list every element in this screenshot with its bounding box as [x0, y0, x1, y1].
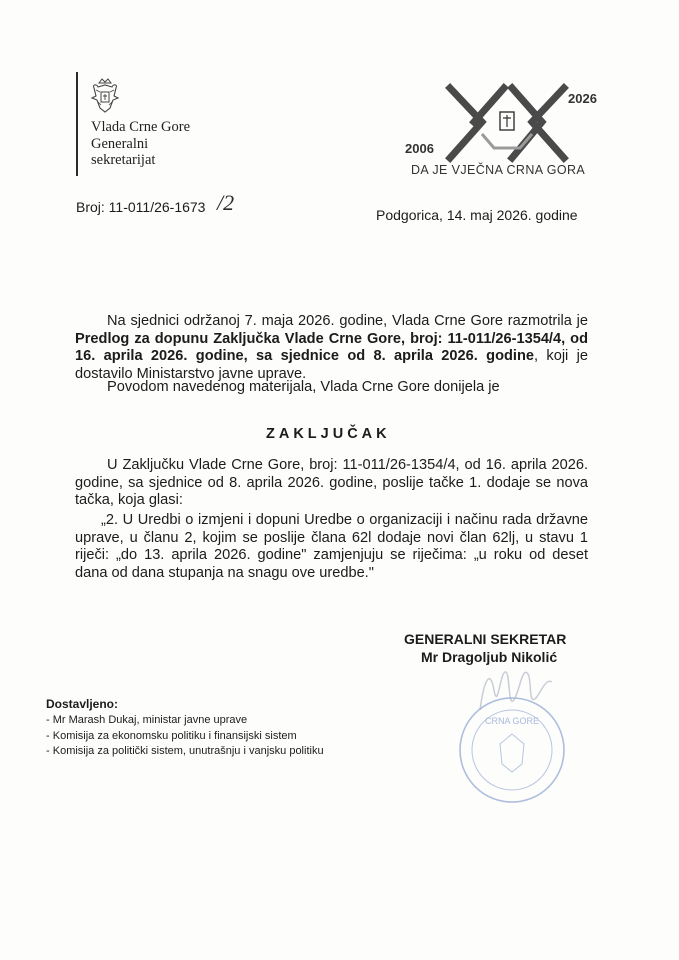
list-item: - Komisija za ekonomsku politiku i finansijski sistem [46, 729, 324, 745]
coat-of-arms-icon [90, 78, 120, 114]
stamp-text: CRNA GORE [484, 716, 540, 726]
jubilee-xx-logo-icon [442, 82, 572, 164]
paragraph-intro [75, 313, 588, 383]
jubilee-year-end: 2026 [568, 91, 597, 106]
institution-name [91, 119, 190, 169]
paragraph-new-point: „2. U Uredbi o izmjeni i dopuni Uredbe o organizaciji i načinu rada državne uprave, u članu 2, kojim se poslije člana 62l dodaje novi član 62lj, u stavu 1 riječi: „do 13. aprila 2026. godine" zamjenjuju se riječima: „u roku od deset dana od dana stupanja na snagu ove uredbe." [75, 512, 588, 581]
list-item: - Mr Marash Dukaj, ministar javne uprave [46, 713, 324, 729]
signatory-name: Mr Dragoljub Nikolić [421, 649, 558, 665]
paragraph-adoption: Povodom navedenog materijala, Vlada Crne Gore donijela je [107, 379, 500, 395]
paragraph-amendment: U Zaključku Vlade Crne Gore, broj: 11-011/26-1354/4, od 16. aprila 2026. godine, sa sjednice od 8. aprila 2026. godine, poslije tačke 1. dodaje se nova tačka, koja glasi: [75, 457, 588, 509]
document-heading: ZAKLJUČAK [266, 426, 391, 442]
header-divider-line [76, 72, 78, 176]
institution-line: sekretarijat [91, 152, 156, 168]
delivered-label: Dostavljeno: [46, 697, 119, 711]
place-date: Podgorica, 14. maj 2026. godine [376, 207, 578, 223]
institution-line: Generalni [91, 135, 149, 152]
institution-line: Vlada Crne Gore [91, 119, 191, 135]
reference-number: Broj: 11-011/26-1673 [76, 199, 206, 215]
list-item: - Komisija za politički sistem, unutrašnju i vanjsku politiku [46, 744, 324, 760]
jubilee-slogan: DA JE VJEČNA CRNA GORA [411, 163, 586, 177]
intro-end-text: , koji je dostavilo Ministarstvo javne uprave. [75, 348, 589, 382]
jubilee-year-start: 2006 [405, 141, 434, 156]
handwritten-mark: /2 [217, 190, 235, 215]
delivered-list [46, 713, 324, 760]
signatory-title: GENERALNI SEKRETAR [404, 631, 567, 647]
intro-text: Na sjednici održanoj 7. maja 2026. godine, Vlada Crne Gore razmotrila je [107, 313, 588, 329]
official-stamp-icon [456, 694, 568, 806]
proposal-title: Predlog za dopunu Zaključka Vlade Crne Gore, broj: 11-011/26-1354/4, od 16. aprila 2026. godine, sa sjednice od 8. aprila 2026. godine [75, 330, 588, 365]
